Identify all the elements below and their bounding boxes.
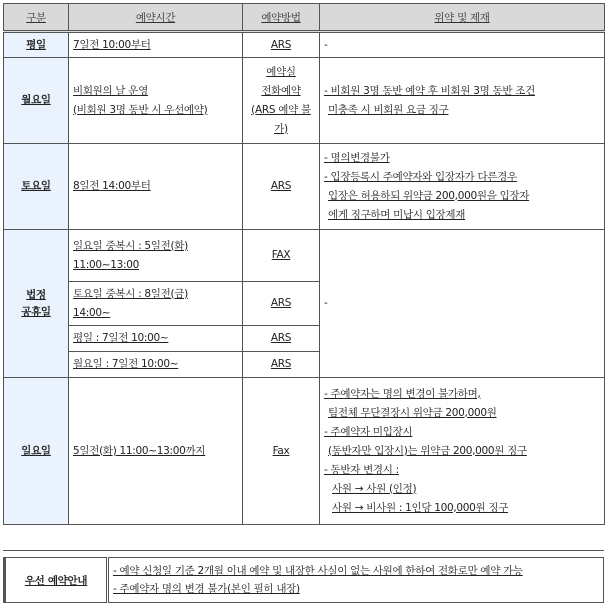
- header-type: 구분: [4, 4, 69, 32]
- label-monday: 월요일: [4, 58, 69, 144]
- notice-title: 우선 예약안내: [5, 558, 108, 603]
- notice-divider: [3, 550, 604, 551]
- penalty-monday-line: 미충족 시 비회원 요금 징구: [328, 103, 449, 116]
- penalty-monday-line: - 비회원 3명 동반 예약 후 비회원 3명 동반 조건: [324, 84, 535, 97]
- header-penalty: 위약 및 제재: [320, 4, 605, 32]
- penalty-sunday-line: 사원 → 사원 (인정): [332, 482, 417, 495]
- method-saturday: ARS: [243, 144, 320, 230]
- label-saturday: 토요일: [4, 144, 69, 230]
- time-monday: [69, 58, 243, 144]
- penalty-sunday-line: - 동반자 변경시 :: [324, 463, 399, 476]
- method-weekday: ARS: [243, 32, 320, 58]
- row-holiday-1: [4, 230, 605, 282]
- time-monday-line: (비회원 3명 동반 시 우선예약): [73, 103, 208, 116]
- method-monday-line: 예약실: [266, 65, 296, 78]
- time-sunday: 5일전(화) 11:00~13:00까지: [69, 378, 243, 525]
- penalty-sunday-line: (동반자만 입장시)는 위약금 200,000원 징구: [328, 444, 527, 457]
- time-saturday: 8일전 14:00부터: [69, 144, 243, 230]
- penalty-weekday: -: [320, 32, 605, 58]
- time-holiday-sunday: 일요일 중복시 : 5일전(화) 11:00~13:00: [69, 230, 243, 282]
- label-weekday: 평일: [4, 32, 69, 58]
- penalty-sunday-line: 팀전체 무단결장시 위약금 200,000원: [328, 406, 497, 419]
- row-saturday: [4, 144, 605, 230]
- notice-body: [108, 558, 604, 603]
- penalty-sunday: [320, 378, 605, 525]
- row-monday: [4, 58, 605, 144]
- row-weekday: [4, 32, 605, 58]
- penalty-monday: [320, 58, 605, 144]
- method-holiday-saturday: ARS: [243, 282, 320, 326]
- penalty-saturday: [320, 144, 605, 230]
- penalty-saturday-line: - 명의변경불가: [324, 151, 390, 164]
- notice-row: [5, 558, 604, 603]
- label-holiday: 법정 공휴일: [4, 230, 69, 378]
- notice-line: - 주예약자 명의 변경 불가(본인 필히 내장): [113, 583, 300, 595]
- method-holiday-sunday: FAX: [243, 230, 320, 282]
- method-monday-line: 전화예약: [261, 84, 301, 97]
- penalty-sunday-line: - 주예약자 미입장시: [324, 425, 413, 438]
- method-monday-line: (ARS 예약 불: [251, 103, 311, 116]
- priority-notice-box: [3, 557, 604, 603]
- penalty-sunday-line: - 주예약자는 명의 변경이 불가하며,: [324, 387, 481, 400]
- method-holiday-monday: ARS: [243, 352, 320, 378]
- row-sunday: [4, 378, 605, 525]
- method-monday: [243, 58, 320, 144]
- label-sunday: 일요일: [4, 378, 69, 525]
- notice-line: - 예약 신청일 기준 2개월 이내 예약 및 내장한 사실이 없는 사원에 한하여 전화로만 예약 가능: [113, 565, 523, 577]
- time-monday-line: 비회원의 날 운영: [73, 84, 148, 97]
- time-holiday-monday: 월요일 : 7일전 10:00~: [69, 352, 243, 378]
- time-weekday: 7일전 10:00부터: [69, 32, 243, 58]
- time-holiday-weekday: 평일 : 7일전 10:00~: [69, 326, 243, 352]
- method-sunday: Fax: [243, 378, 320, 525]
- time-holiday-saturday: 토요일 중복시 : 8일전(금) 14:00~: [69, 282, 243, 326]
- method-holiday-weekday: ARS: [243, 326, 320, 352]
- header-time: 예약시간: [69, 4, 243, 32]
- penalty-holiday: -: [320, 230, 605, 378]
- reservation-table: [3, 3, 605, 525]
- header-row: [4, 4, 605, 32]
- penalty-sunday-line: 사원 → 비사원 : 1인당 100,000원 징구: [332, 501, 509, 514]
- penalty-saturday-line: - 입장등록시 주예약자와 입장자가 다른경우: [324, 170, 517, 183]
- header-method: 예약방법: [243, 4, 320, 32]
- penalty-saturday-line: 에게 징구하며 미납시 입장제재: [328, 208, 466, 221]
- penalty-saturday-line: 입장은 허용하되 위약금 200,000원을 입장자: [328, 189, 530, 202]
- method-monday-line: 가): [274, 122, 288, 135]
